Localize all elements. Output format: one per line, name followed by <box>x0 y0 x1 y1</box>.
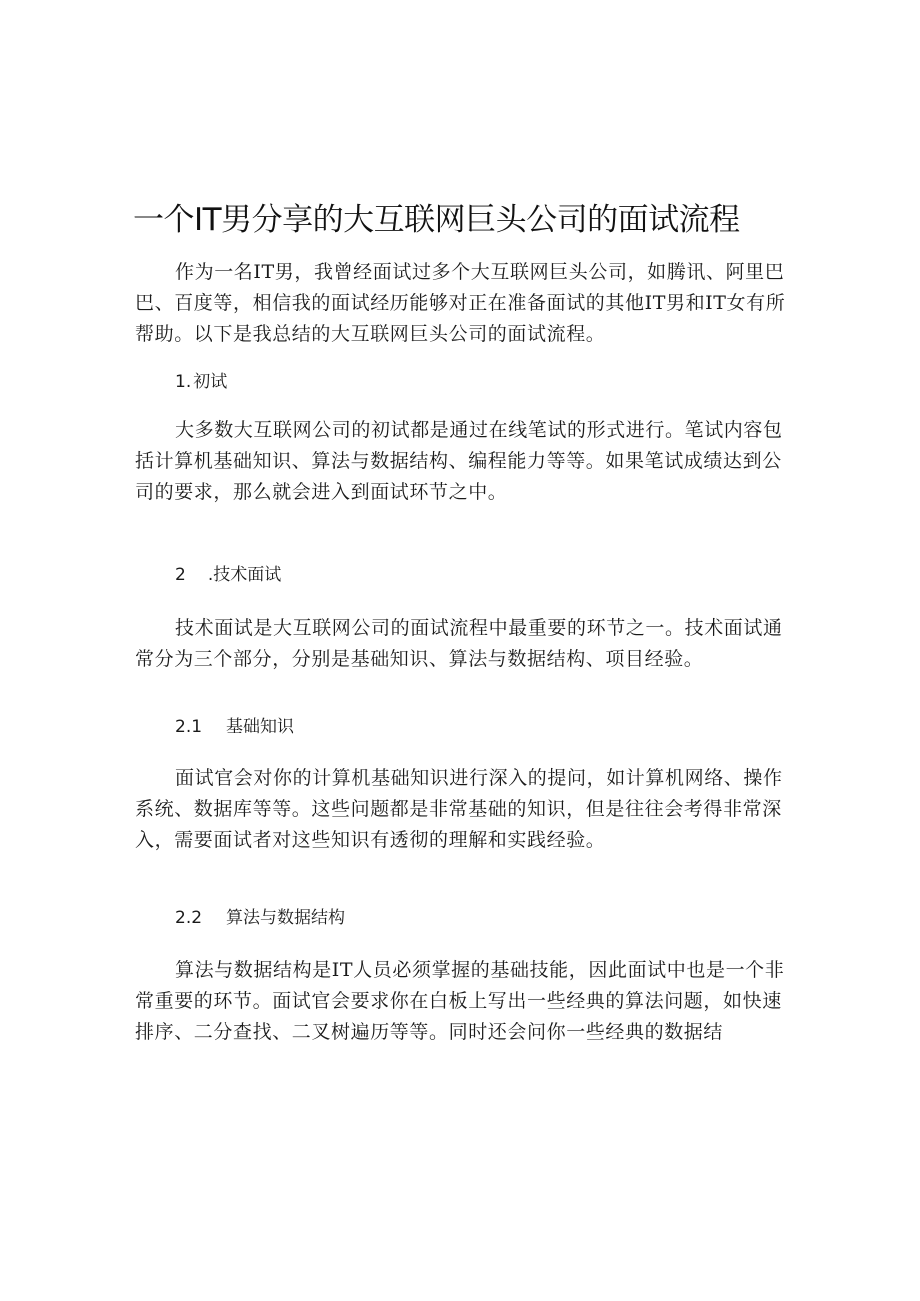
section-heading-2-1 <box>175 713 294 741</box>
section-title: 算法与数据结构 <box>226 908 346 928</box>
section-number: 2 <box>175 565 186 585</box>
section-heading-2 <box>175 561 281 589</box>
section-number-suffix: . <box>207 565 214 585</box>
section-2-1-paragraph: 面试官会对你的计算机基础知识进行深入的提问，如计算机网络、操作系统、数据库等等。这些问题都是非常基础的知识，但是往往会考得非常深入，需要面试者对这些知识有透彻的理解和实践经验。 <box>135 767 783 851</box>
section-title: 基础知识 <box>226 717 295 737</box>
section-heading-1 <box>175 368 227 396</box>
document-title: 一个IT男分享的大互联网巨头公司的面试流程 <box>133 202 740 238</box>
section-number: 2.1 <box>175 717 203 737</box>
section-number: 2.2 <box>175 908 203 928</box>
section-2-2-paragraph: 算法与数据结构是IT人员必须掌握的基础技能，因此面试中也是一个非常重要的环节。面试官会要求你在白板上写出一些经典的算法问题，如快速排序、二分查找、二叉树遍历等等。同时还会问你一些经典的数据结 <box>135 959 785 1043</box>
intro-paragraph: 作为一名IT男，我曾经面试过多个大互联网巨头公司，如腾讯、阿里巴巴、百度等，相信我的面试经历能够对正在准备面试的其他IT男和IT女有所帮助。以下是我总结的大互联网巨头公司的面试流程。 <box>135 261 786 345</box>
section-title: 技术面试 <box>213 565 282 585</box>
section-2-paragraph: 技术面试是大互联网公司的面试流程中最重要的环节之一。技术面试通常分为三个部分，分别是基础知识、算法与数据结构、项目经验。 <box>135 617 783 670</box>
section-title: 初试 <box>193 372 228 392</box>
section-number: 1. <box>175 372 192 392</box>
section-heading-2-2 <box>175 904 345 932</box>
section-1-paragraph: 大多数大互联网公司的初试都是通过在线笔试的形式进行。笔试内容包括计算机基础知识、算法与数据结构、编程能力等等。如果笔试成绩达到公司的要求，那么就会进入到面试环节之中。 <box>135 419 783 503</box>
